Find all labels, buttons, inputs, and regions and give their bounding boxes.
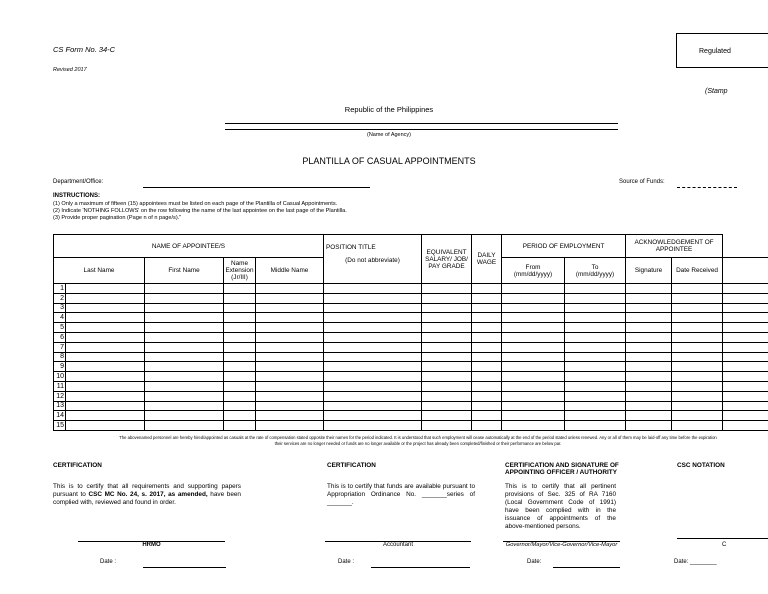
- table-cell[interactable]: [324, 313, 422, 323]
- row-number: 9: [54, 362, 66, 372]
- table-cell[interactable]: [672, 332, 723, 342]
- table-cell[interactable]: [723, 323, 768, 333]
- table-cell[interactable]: [256, 391, 324, 401]
- table-cell[interactable]: [565, 332, 626, 342]
- table-cell[interactable]: [472, 381, 502, 391]
- table-cell[interactable]: [626, 284, 672, 294]
- name-extension-header: Name Extension (Jr/III): [224, 258, 256, 284]
- table-cell[interactable]: [256, 381, 324, 391]
- table-cell[interactable]: [626, 381, 672, 391]
- table-cell[interactable]: [723, 332, 768, 342]
- table-cell[interactable]: [672, 284, 723, 294]
- accountant-label: Accountant: [382, 542, 414, 548]
- accountant-date-line[interactable]: [371, 567, 470, 568]
- footnote-line-2: their services are no longer needed or funds are no longer available or the project has already been completed/finished or their performance are below par.: [274, 441, 562, 446]
- table-cell[interactable]: [256, 411, 324, 421]
- daily-wage-header: DAILY WAGE: [472, 235, 502, 284]
- table-cell[interactable]: [502, 323, 565, 333]
- table-cell[interactable]: [565, 362, 626, 372]
- table-cell[interactable]: [256, 362, 324, 372]
- republic-heading: Republic of the Philippines: [344, 105, 434, 114]
- table-cell[interactable]: [723, 362, 768, 372]
- table-cell[interactable]: [224, 362, 256, 372]
- csc-notation-heading: CSC NOTATION: [677, 462, 725, 469]
- table-cell[interactable]: [145, 391, 224, 401]
- row-number: 11: [54, 381, 66, 391]
- cert-hrmo-heading: CERTIFICATION: [53, 462, 102, 469]
- table-cell[interactable]: [256, 303, 324, 313]
- table-cell[interactable]: [565, 411, 626, 421]
- table-cell[interactable]: [672, 352, 723, 362]
- table-cell[interactable]: [422, 323, 472, 333]
- table-cell[interactable]: [422, 352, 472, 362]
- table-cell[interactable]: [672, 381, 723, 391]
- table-cell[interactable]: [502, 284, 565, 294]
- table-cell[interactable]: [723, 313, 768, 323]
- table-row: [54, 284, 768, 294]
- table-row: [54, 342, 768, 352]
- table-cell[interactable]: [145, 401, 224, 411]
- csc-signature-line[interactable]: [677, 538, 768, 539]
- table-cell[interactable]: [565, 313, 626, 323]
- table-cell[interactable]: [145, 362, 224, 372]
- table-cell[interactable]: [256, 352, 324, 362]
- table-cell[interactable]: [565, 421, 626, 431]
- table-cell[interactable]: [723, 284, 768, 294]
- table-cell[interactable]: [472, 401, 502, 411]
- table-cell[interactable]: [472, 303, 502, 313]
- source-of-funds-field[interactable]: [677, 187, 737, 188]
- cert-accountant-text: This is to certify that funds are available pursuant to Appropriation Ordinance No. _______series of _______.: [327, 483, 475, 506]
- table-row: [54, 303, 768, 313]
- row-number: 7: [54, 342, 66, 352]
- table-cell[interactable]: [324, 381, 422, 391]
- table-cell[interactable]: [723, 421, 768, 431]
- table-cell[interactable]: [472, 342, 502, 352]
- table-cell[interactable]: [502, 401, 565, 411]
- table-cell[interactable]: [472, 362, 502, 372]
- table-cell[interactable]: [324, 362, 422, 372]
- from-header: From (mm/dd/yyyy): [502, 258, 565, 284]
- table-cell[interactable]: [256, 342, 324, 352]
- row-number: 5: [54, 323, 66, 333]
- table-cell[interactable]: [502, 411, 565, 421]
- table-cell[interactable]: [472, 284, 502, 294]
- table-cell[interactable]: [224, 391, 256, 401]
- table-cell[interactable]: [502, 362, 565, 372]
- table-cell[interactable]: [626, 391, 672, 401]
- table-cell[interactable]: [502, 391, 565, 401]
- instructions-heading: INSTRUCTIONS:: [53, 193, 100, 199]
- table-cell[interactable]: [145, 332, 224, 342]
- table-cell[interactable]: [324, 323, 422, 333]
- table-cell[interactable]: [256, 421, 324, 431]
- table-cell[interactable]: [66, 332, 145, 342]
- regulated-label: Regulated: [699, 48, 731, 55]
- table-cell[interactable]: [472, 411, 502, 421]
- table-row: [54, 313, 768, 323]
- row-number: 2: [54, 293, 66, 303]
- accountant-date-label: Date :: [338, 559, 355, 565]
- table-cell[interactable]: [502, 293, 565, 303]
- table-cell[interactable]: [672, 313, 723, 323]
- table-cell[interactable]: [66, 372, 145, 382]
- agency-line: [225, 123, 618, 124]
- table-cell[interactable]: [224, 332, 256, 342]
- table-cell[interactable]: [224, 352, 256, 362]
- table-row: [54, 362, 768, 372]
- footnote-line-1: The abovenamed personnel are hereby hired/appointed as casuals at the rate of compensation stated opposite their names for the period indicated. It is understood that such employment will cease automatically at the end of the period stated unless renewed. Any or all of them may be laid-off any time before the expiration: [119, 435, 717, 440]
- table-cell[interactable]: [672, 342, 723, 352]
- appointing-date-line[interactable]: [553, 567, 620, 568]
- source-of-funds-label: Source of Funds:: [619, 179, 665, 185]
- table-cell[interactable]: [145, 284, 224, 294]
- table-row: [54, 401, 768, 411]
- table-cell[interactable]: [145, 421, 224, 431]
- revised-date: Revised 2017: [53, 67, 87, 73]
- table-cell[interactable]: [324, 284, 422, 294]
- table-cell[interactable]: [224, 323, 256, 333]
- table-cell[interactable]: [502, 381, 565, 391]
- table-row: [54, 372, 768, 382]
- hrmo-date-line[interactable]: [143, 567, 226, 568]
- stamp-label: (Stamp: [705, 88, 728, 95]
- table-cell[interactable]: [145, 293, 224, 303]
- hrmo-label: HRMO: [142, 542, 161, 548]
- table-cell[interactable]: [66, 284, 145, 294]
- table-cell[interactable]: [472, 372, 502, 382]
- appointees-table: [53, 234, 768, 431]
- table-cell[interactable]: [672, 401, 723, 411]
- table-cell[interactable]: [256, 284, 324, 294]
- csc-label: C: [722, 542, 727, 548]
- row-number: 1: [54, 284, 66, 294]
- instruction-1: (1) Only a maximum of fifteen (15) appointees must be listed on each page of the Plantilla of Casual Appointments.: [53, 201, 338, 207]
- row-number: 8: [54, 352, 66, 362]
- table-cell[interactable]: [224, 293, 256, 303]
- table-cell[interactable]: [626, 411, 672, 421]
- table-cell[interactable]: [324, 421, 422, 431]
- table-cell[interactable]: [422, 391, 472, 401]
- table-cell[interactable]: [256, 313, 324, 323]
- table-cell[interactable]: [422, 421, 472, 431]
- period-header: PERIOD OF EMPLOYMENT: [502, 235, 626, 258]
- table-cell[interactable]: [66, 391, 145, 401]
- table-cell[interactable]: [472, 323, 502, 333]
- table-cell[interactable]: [324, 391, 422, 401]
- appointing-date-label: Date:: [527, 559, 542, 565]
- table-cell[interactable]: [224, 401, 256, 411]
- row-number: 15: [54, 421, 66, 431]
- table-cell[interactable]: [472, 421, 502, 431]
- instruction-3: (3) Provide proper pagination (Page n of n page/s).": [53, 215, 182, 221]
- table-cell[interactable]: [66, 381, 145, 391]
- row-number: 4: [54, 313, 66, 323]
- table-cell[interactable]: [256, 372, 324, 382]
- table-cell[interactable]: [672, 391, 723, 401]
- table-cell[interactable]: [224, 303, 256, 313]
- table-cell[interactable]: [723, 303, 768, 313]
- table-cell[interactable]: [324, 372, 422, 382]
- table-cell[interactable]: [672, 411, 723, 421]
- last-name-header: Last Name: [54, 258, 145, 284]
- table-cell[interactable]: [672, 293, 723, 303]
- table-cell[interactable]: [145, 323, 224, 333]
- table-cell[interactable]: [66, 401, 145, 411]
- table-cell[interactable]: [66, 411, 145, 421]
- table-cell[interactable]: [723, 342, 768, 352]
- table-cell[interactable]: [502, 313, 565, 323]
- table-cell[interactable]: [626, 323, 672, 333]
- department-field[interactable]: [143, 187, 370, 188]
- row-number: 6: [54, 332, 66, 342]
- table-cell[interactable]: [66, 303, 145, 313]
- table-cell[interactable]: [626, 313, 672, 323]
- table-cell[interactable]: [224, 284, 256, 294]
- table-cell[interactable]: [224, 381, 256, 391]
- table-cell[interactable]: [422, 284, 472, 294]
- instruction-2: (2) Indicate 'NOTHING FOLLOWS' on the row following the name of the last appointee on the last page of the Plantilla.: [53, 208, 347, 214]
- table-row: [54, 411, 768, 421]
- table-cell[interactable]: [422, 372, 472, 382]
- agency-caption: (Name of Agency): [366, 132, 412, 138]
- table-cell[interactable]: [422, 313, 472, 323]
- table-cell[interactable]: [224, 411, 256, 421]
- table-cell[interactable]: [145, 372, 224, 382]
- table-cell[interactable]: [626, 401, 672, 411]
- table-cell[interactable]: [723, 293, 768, 303]
- table-row: [54, 352, 768, 362]
- page-title: PLANTILLA OF CASUAL APPOINTMENTS: [302, 156, 476, 166]
- table-cell[interactable]: [324, 303, 422, 313]
- table-cell[interactable]: [66, 342, 145, 352]
- table-cell[interactable]: [565, 391, 626, 401]
- table-cell[interactable]: [422, 332, 472, 342]
- table-cell[interactable]: [324, 332, 422, 342]
- hrmo-date-label: Date :: [100, 559, 117, 565]
- row-number: 12: [54, 391, 66, 401]
- table-row: [54, 391, 768, 401]
- table-cell[interactable]: [224, 313, 256, 323]
- to-header: To (mm/dd/yyyy): [565, 258, 626, 284]
- department-label: Department/Office:: [53, 179, 104, 185]
- table-cell[interactable]: [145, 352, 224, 362]
- table-cell[interactable]: [145, 381, 224, 391]
- table-cell[interactable]: [672, 372, 723, 382]
- table-cell[interactable]: [626, 342, 672, 352]
- table-cell[interactable]: [672, 362, 723, 372]
- table-cell[interactable]: [565, 352, 626, 362]
- table-cell[interactable]: [472, 391, 502, 401]
- table-cell[interactable]: [256, 293, 324, 303]
- table-cell[interactable]: [565, 303, 626, 313]
- cert-accountant-heading: CERTIFICATION: [327, 462, 376, 469]
- cert-appointing-heading-1: CERTIFICATION AND SIGNATURE OF: [505, 462, 619, 469]
- table-cell[interactable]: [422, 381, 472, 391]
- equivalent-salary-header: EQUIVALENT SALARY/ JOB/ PAY GRADE: [422, 235, 472, 284]
- table-cell[interactable]: [422, 411, 472, 421]
- table-cell[interactable]: [565, 323, 626, 333]
- table-cell[interactable]: [224, 421, 256, 431]
- footnote: [53, 435, 768, 447]
- table-cell[interactable]: [565, 342, 626, 352]
- table-cell[interactable]: [145, 411, 224, 421]
- table-cell[interactable]: [324, 411, 422, 421]
- form-number: CS Form No. 34-C: [53, 45, 116, 54]
- cert-appointing-text: This is to certify that all pertinent provisions of Sec. 325 of RA 7160 (Local Government Code of 1991) have been complied with in the issuance of appointments of the above-mentioned persons.: [505, 483, 616, 530]
- middle-name-header: Middle Name: [256, 258, 324, 284]
- table-cell[interactable]: [422, 401, 472, 411]
- row-number: 13: [54, 401, 66, 411]
- table-row: [54, 293, 768, 303]
- table-row: [54, 381, 768, 391]
- table-cell[interactable]: [723, 391, 768, 401]
- table-cell[interactable]: [256, 323, 324, 333]
- table-row: [54, 332, 768, 342]
- table-cell[interactable]: [565, 401, 626, 411]
- table-cell[interactable]: [672, 421, 723, 431]
- table-cell[interactable]: [502, 372, 565, 382]
- table-cell[interactable]: [224, 372, 256, 382]
- first-name-header: First Name: [145, 258, 224, 284]
- row-number: 14: [54, 411, 66, 421]
- table-cell[interactable]: [626, 372, 672, 382]
- table-cell[interactable]: [66, 421, 145, 431]
- table-cell[interactable]: [66, 352, 145, 362]
- signature-header: Signature: [626, 258, 672, 284]
- table-cell[interactable]: [565, 381, 626, 391]
- table-cell[interactable]: [672, 323, 723, 333]
- table-cell[interactable]: [472, 332, 502, 342]
- table-cell[interactable]: [472, 352, 502, 362]
- table-cell[interactable]: [145, 303, 224, 313]
- table-cell[interactable]: [502, 421, 565, 431]
- row-number: 3: [54, 303, 66, 313]
- table-cell[interactable]: [626, 303, 672, 313]
- table-cell[interactable]: [145, 342, 224, 352]
- table-cell[interactable]: [422, 362, 472, 372]
- table-cell[interactable]: [256, 401, 324, 411]
- date-received-header: Date Received: [672, 258, 723, 284]
- table-cell[interactable]: [626, 293, 672, 303]
- cert-hrmo-text: This is to certify that all requirements and supporting papers pursuant to CSC MC No. 24, s. 2017, as amended, have been complied with, reviewed and found in order.: [53, 483, 241, 506]
- table-cell[interactable]: [324, 401, 422, 411]
- table-cell[interactable]: [422, 342, 472, 352]
- table-row: [54, 421, 768, 431]
- table-cell[interactable]: [626, 352, 672, 362]
- table-cell[interactable]: [66, 313, 145, 323]
- table-cell[interactable]: [723, 401, 768, 411]
- table-cell[interactable]: [626, 362, 672, 372]
- table-cell[interactable]: [502, 303, 565, 313]
- table-cell[interactable]: [502, 342, 565, 352]
- table-cell[interactable]: [66, 362, 145, 372]
- table-cell[interactable]: [66, 323, 145, 333]
- table-cell[interactable]: [472, 293, 502, 303]
- table-cell[interactable]: [672, 303, 723, 313]
- table-cell[interactable]: [723, 352, 768, 362]
- table-cell[interactable]: [256, 332, 324, 342]
- name-group-header: NAME OF APPOINTEE/S: [54, 235, 324, 258]
- position-title-header: POSITION TITLE (Do not abbreviate): [324, 235, 422, 284]
- acknowledgement-header: ACKNOWLEDGEMENT OF APPOINTEE: [626, 235, 723, 258]
- regulated-box: [676, 33, 768, 68]
- table-cell[interactable]: [324, 342, 422, 352]
- table-cell[interactable]: [502, 332, 565, 342]
- table-cell[interactable]: [224, 342, 256, 352]
- table-cell[interactable]: [723, 411, 768, 421]
- table-cell[interactable]: [565, 293, 626, 303]
- table-cell[interactable]: [324, 293, 422, 303]
- table-row: [54, 323, 768, 333]
- cert-appointing-heading-2: APPOINTING OFFICER / AUTHORITY: [505, 469, 617, 476]
- table-cell[interactable]: [626, 332, 672, 342]
- table-cell[interactable]: [626, 421, 672, 431]
- table-cell[interactable]: [723, 381, 768, 391]
- table-cell[interactable]: [502, 352, 565, 362]
- table-cell[interactable]: [565, 372, 626, 382]
- table-cell[interactable]: [472, 313, 502, 323]
- table-cell[interactable]: [422, 303, 472, 313]
- agency-line-2: [225, 129, 618, 130]
- table-cell[interactable]: [66, 293, 145, 303]
- row-number: 10: [54, 372, 66, 382]
- csc-date: Date: ________: [674, 559, 717, 565]
- appointing-officer-label: Governor/Mayor/Vice-Governor/Vice-Mayor: [505, 542, 618, 548]
- table-cell[interactable]: [723, 372, 768, 382]
- table-cell[interactable]: [145, 313, 224, 323]
- table-cell[interactable]: [422, 293, 472, 303]
- table-cell[interactable]: [565, 284, 626, 294]
- table-cell[interactable]: [324, 352, 422, 362]
